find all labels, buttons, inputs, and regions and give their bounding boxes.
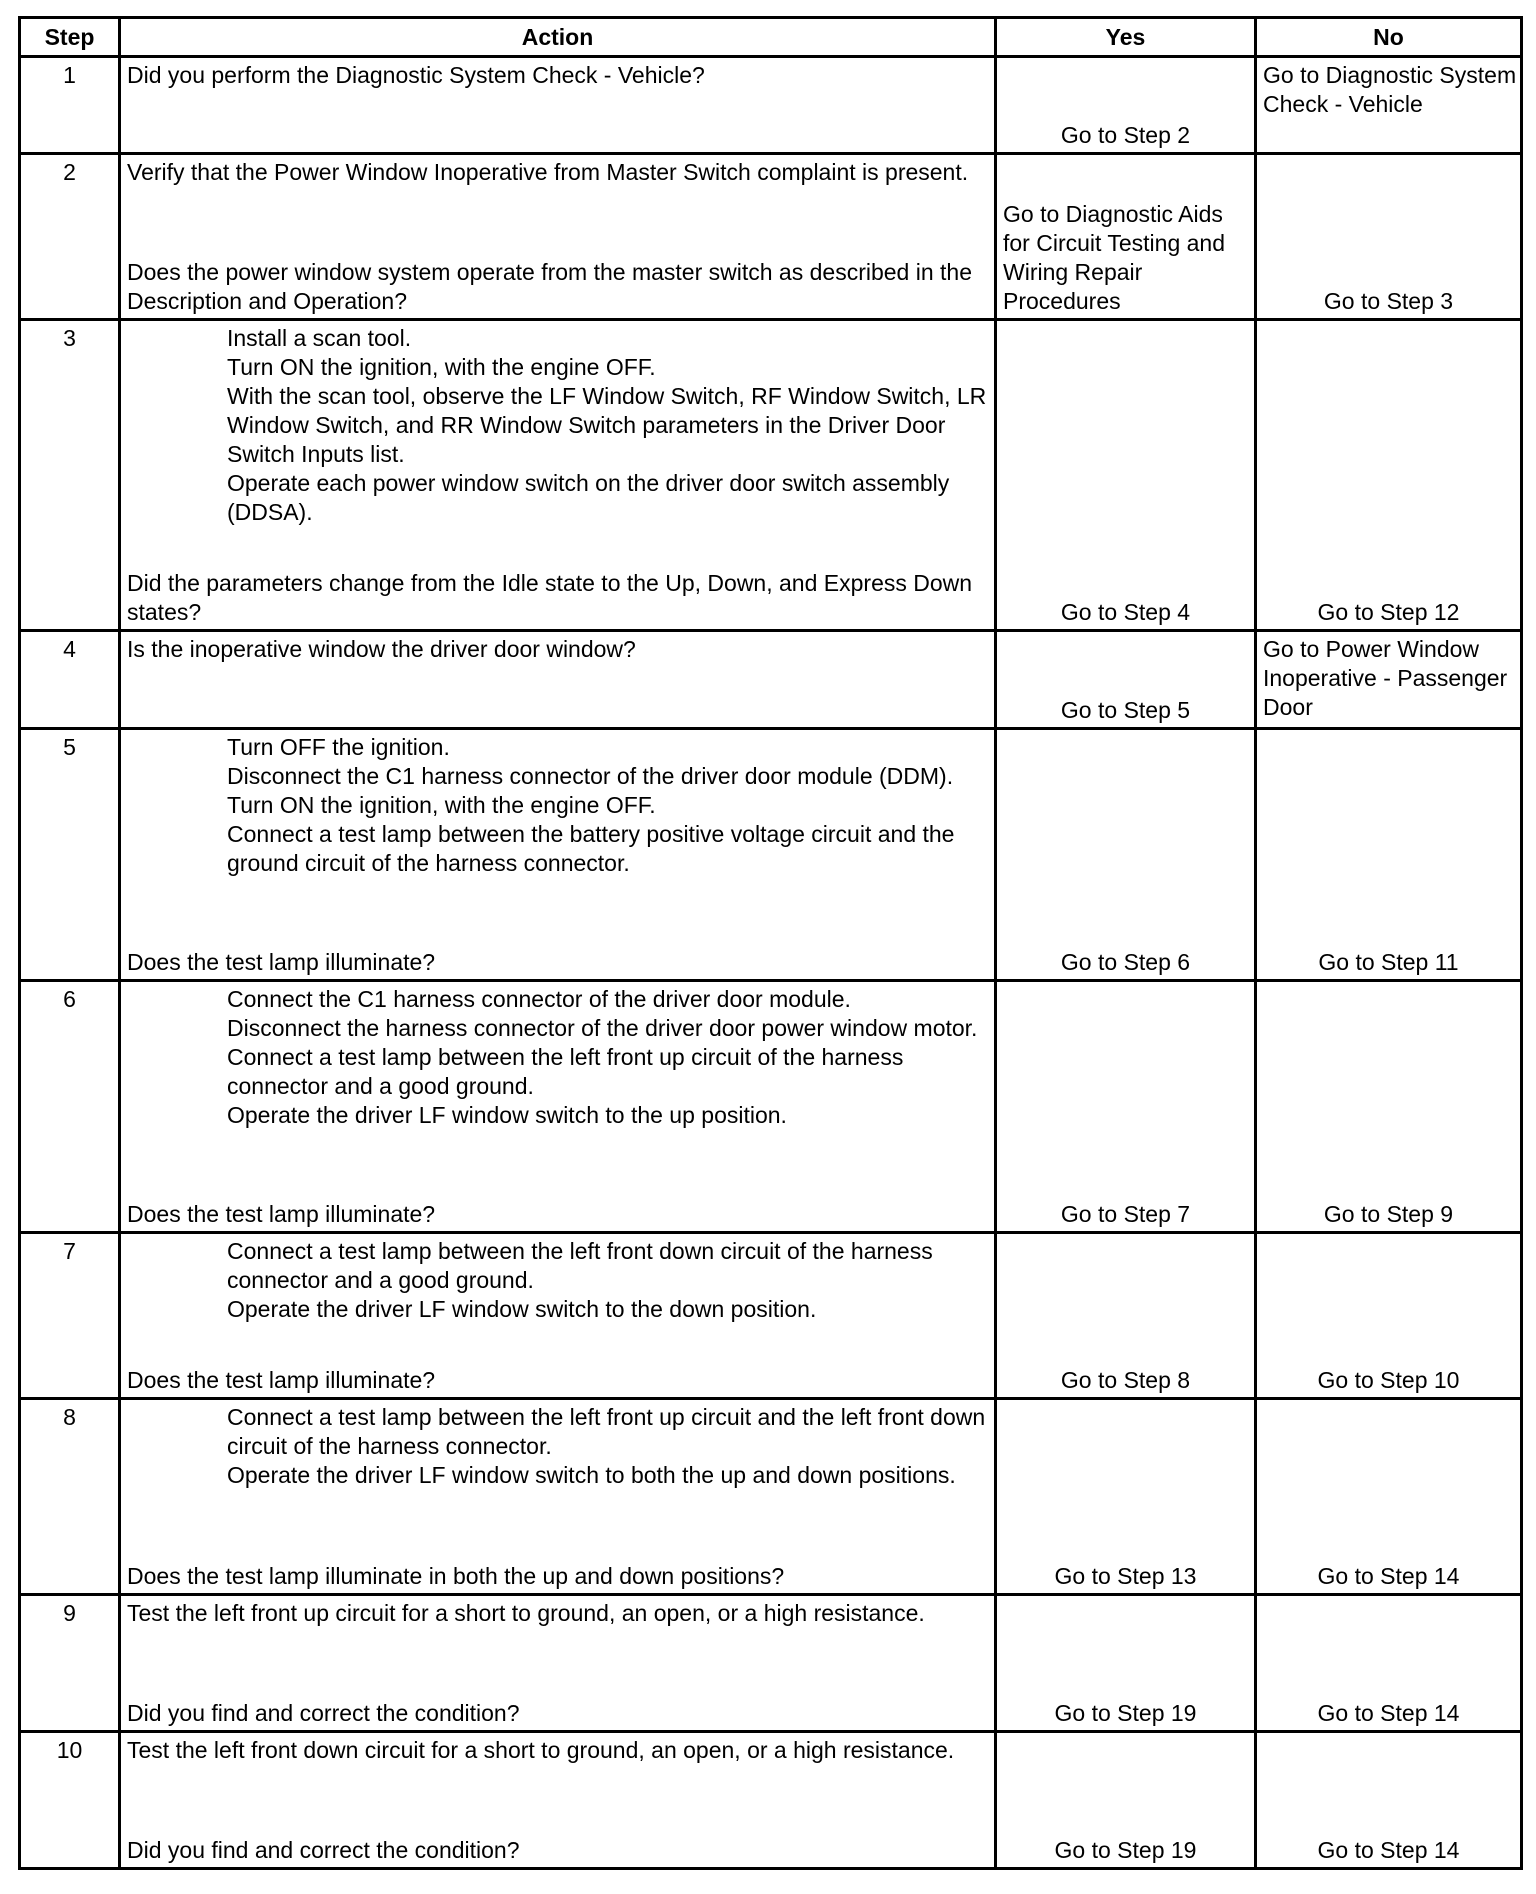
no-cell xyxy=(1256,1595,1522,1732)
no-cell xyxy=(1256,631,1522,729)
substep: Turn ON the ignition, with the engine OFF. xyxy=(227,792,656,818)
no-cell xyxy=(1256,1732,1522,1869)
yes-cell xyxy=(996,631,1256,729)
no-link[interactable]: Go to Step 3 xyxy=(1323,288,1454,314)
step-number: 7 xyxy=(20,1233,120,1399)
step-number: 1 xyxy=(20,57,120,154)
substep: Operate the driver LF window switch to the down position. xyxy=(227,1296,817,1322)
no-cell xyxy=(1256,57,1522,154)
yes-link[interactable]: Go to Step 8 xyxy=(1060,1367,1191,1393)
step-number: 2 xyxy=(20,154,120,320)
yes-link[interactable]: Go to Step 19 xyxy=(1054,1837,1197,1863)
table-row xyxy=(20,729,1522,981)
table-row xyxy=(20,1233,1522,1399)
no-link[interactable]: Go to Step 10 xyxy=(1317,1367,1460,1393)
action-text: Is the inoperative window the driver door window? xyxy=(127,636,636,662)
action-cell xyxy=(120,1732,996,1869)
action-question: Does the power window system operate from the master switch as described in the Description and Operation? xyxy=(127,259,972,314)
step-number: 5 xyxy=(20,729,120,981)
no-link[interactable]: Go to Step 11 xyxy=(1318,949,1459,975)
yes-link[interactable]: Go to Step 2 xyxy=(1060,122,1191,148)
substep: Operate each power window switch on the driver door switch assembly (DDSA). xyxy=(227,470,950,525)
substep: Disconnect the C1 harness connector of the driver door module (DDM). xyxy=(227,763,954,789)
action-text: Test the left front up circuit for a short to ground, an open, or a high resistance. xyxy=(127,1600,925,1626)
action-question: Did you find and correct the condition? xyxy=(127,1700,520,1726)
action-cell xyxy=(120,57,996,154)
yes-cell xyxy=(996,981,1256,1233)
yes-cell xyxy=(996,320,1256,631)
step-number: 6 xyxy=(20,981,120,1233)
yes-link[interactable]: Go to Step 7 xyxy=(1060,1201,1191,1227)
header-no: No xyxy=(1256,18,1522,57)
action-cell xyxy=(120,729,996,981)
yes-cell xyxy=(996,1732,1256,1869)
no-link[interactable]: Go to Step 14 xyxy=(1317,1563,1460,1589)
table-row xyxy=(20,320,1522,631)
no-link[interactable]: Go to Step 9 xyxy=(1323,1201,1454,1227)
diagnostic-table xyxy=(18,16,1523,1870)
substep: Turn ON the ignition, with the engine OFF. xyxy=(227,354,656,380)
action-cell xyxy=(120,320,996,631)
action-question: Does the test lamp illuminate? xyxy=(127,1201,436,1227)
no-cell xyxy=(1256,154,1522,320)
no-cell xyxy=(1256,320,1522,631)
substep: Disconnect the harness connector of the driver door power window motor. xyxy=(227,1015,978,1041)
no-cell xyxy=(1256,1233,1522,1399)
header-row xyxy=(20,18,1522,57)
substep: Connect a test lamp between the left front down circuit of the harness connector and a good ground. xyxy=(227,1238,933,1293)
no-cell xyxy=(1256,729,1522,981)
substep: Turn OFF the ignition. xyxy=(227,734,450,760)
no-link[interactable]: Go to Power Window Inoperative - Passenger Door xyxy=(1263,636,1508,720)
action-cell xyxy=(120,631,996,729)
step-number: 3 xyxy=(20,320,120,631)
step-number: 4 xyxy=(20,631,120,729)
header-yes: Yes xyxy=(996,18,1256,57)
table-row xyxy=(20,1595,1522,1732)
yes-link[interactable]: Go to Step 4 xyxy=(1060,599,1191,625)
substep: With the scan tool, observe the LF Window Switch, RF Window Switch, LR Window Switch, and RR Window Switch parameters in the Driver Door Switch Inputs list. xyxy=(227,383,987,467)
yes-link[interactable]: Go to Step 19 xyxy=(1054,1700,1197,1726)
action-question: Does the test lamp illuminate in both the up and down positions? xyxy=(127,1563,785,1589)
step-number: 9 xyxy=(20,1595,120,1732)
action-text: Verify that the Power Window Inoperative from Master Switch complaint is present. xyxy=(127,159,969,185)
action-text: Did you perform the Diagnostic System Check - Vehicle? xyxy=(127,62,705,88)
action-text: Test the left front down circuit for a short to ground, an open, or a high resistance. xyxy=(127,1737,955,1763)
step-number: 8 xyxy=(20,1399,120,1595)
table-row xyxy=(20,1399,1522,1595)
yes-link[interactable]: Go to Step 6 xyxy=(1060,949,1191,975)
action-question: Did the parameters change from the Idle state to the Up, Down, and Express Down states? xyxy=(127,570,973,625)
yes-cell xyxy=(996,1233,1256,1399)
table-row xyxy=(20,981,1522,1233)
table-row xyxy=(20,154,1522,320)
action-cell xyxy=(120,981,996,1233)
action-cell xyxy=(120,1595,996,1732)
action-question: Does the test lamp illuminate? xyxy=(127,1367,436,1393)
substep-list xyxy=(127,985,988,1130)
table-row xyxy=(20,631,1522,729)
substep: Connect a test lamp between the left front up circuit of the harness connector and a good ground. xyxy=(227,1044,904,1099)
no-link[interactable]: Go to Step 12 xyxy=(1317,599,1460,625)
no-cell xyxy=(1256,981,1522,1233)
yes-cell xyxy=(996,57,1256,154)
no-cell xyxy=(1256,1399,1522,1595)
yes-link[interactable]: Go to Step 13 xyxy=(1054,1563,1197,1589)
substep: Connect a test lamp between the left front up circuit and the left front down circuit of the harness connector. xyxy=(227,1404,986,1459)
substep-list xyxy=(127,324,988,527)
action-question: Does the test lamp illuminate? xyxy=(127,949,436,975)
substep: Connect a test lamp between the battery positive voltage circuit and the ground circuit of the harness connector. xyxy=(227,821,955,876)
no-link[interactable]: Go to Step 14 xyxy=(1317,1700,1460,1726)
action-question: Did you find and correct the condition? xyxy=(127,1837,520,1863)
substep: Operate the driver LF window switch to the up position. xyxy=(227,1102,787,1128)
table-row xyxy=(20,57,1522,154)
yes-link[interactable]: Go to Step 5 xyxy=(1060,697,1191,723)
substep-list xyxy=(127,1237,988,1324)
header-step: Step xyxy=(20,18,120,57)
yes-cell xyxy=(996,1595,1256,1732)
no-link[interactable]: Go to Diagnostic System Check - Vehicle xyxy=(1263,62,1517,117)
yes-cell xyxy=(996,154,1256,320)
action-cell xyxy=(120,1399,996,1595)
substep: Install a scan tool. xyxy=(227,325,412,351)
yes-cell xyxy=(996,1399,1256,1595)
step-number: 10 xyxy=(20,1732,120,1869)
yes-link[interactable]: Go to Diagnostic Aids for Circuit Testing and Wiring Repair Procedures xyxy=(1003,201,1226,314)
substep: Connect the C1 harness connector of the driver door module. xyxy=(227,986,851,1012)
table-row xyxy=(20,1732,1522,1869)
substep-list xyxy=(127,1403,988,1490)
header-action: Action xyxy=(120,18,996,57)
yes-cell xyxy=(996,729,1256,981)
action-cell xyxy=(120,154,996,320)
no-link[interactable]: Go to Step 14 xyxy=(1317,1837,1460,1863)
substep-list xyxy=(127,733,988,878)
substep: Operate the driver LF window switch to both the up and down positions. xyxy=(227,1462,956,1488)
action-cell xyxy=(120,1233,996,1399)
